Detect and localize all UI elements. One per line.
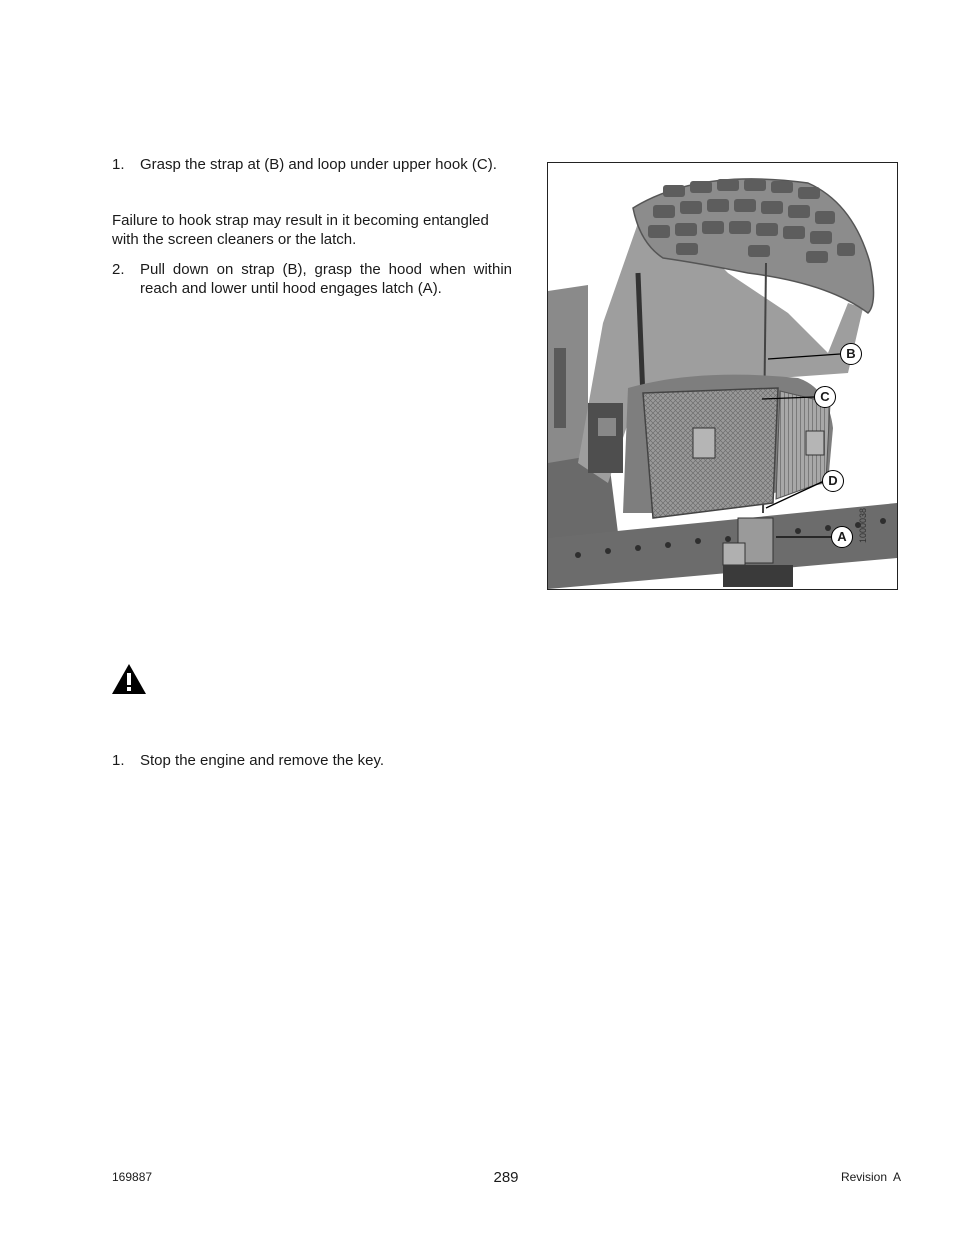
- step-text: Stop the engine and remove the key.: [140, 752, 385, 769]
- step-stop-engine: [112, 751, 512, 771]
- warning-triangle-icon: [111, 663, 147, 695]
- callout-a: A: [831, 526, 853, 548]
- step-number: 1.: [112, 156, 125, 173]
- step-text: Pull down on strap (B), grasp the hood when within reach and lower until hood engages latch (A).: [140, 261, 512, 297]
- note-text: Failure to hook strap may result in it becoming entangled with the screen cleaners or the latch.: [112, 212, 489, 248]
- callout-d: D: [822, 470, 844, 492]
- callout-b: B: [840, 343, 862, 365]
- step-2: [112, 260, 512, 300]
- step-number: 1.: [112, 752, 125, 769]
- step-1: [112, 155, 512, 175]
- revision: Revision A: [840, 1170, 901, 1184]
- step-text: Grasp the strap at (B) and loop under upper hook (C).: [140, 156, 497, 173]
- hood-illustration: [548, 163, 897, 589]
- step-number: 2.: [112, 261, 125, 278]
- page-number: 289: [493, 1169, 519, 1186]
- figure-id: 1000038: [858, 507, 868, 543]
- doc-number: 169887: [112, 1170, 153, 1184]
- hood-figure: [547, 162, 898, 590]
- callout-c: C: [814, 386, 836, 408]
